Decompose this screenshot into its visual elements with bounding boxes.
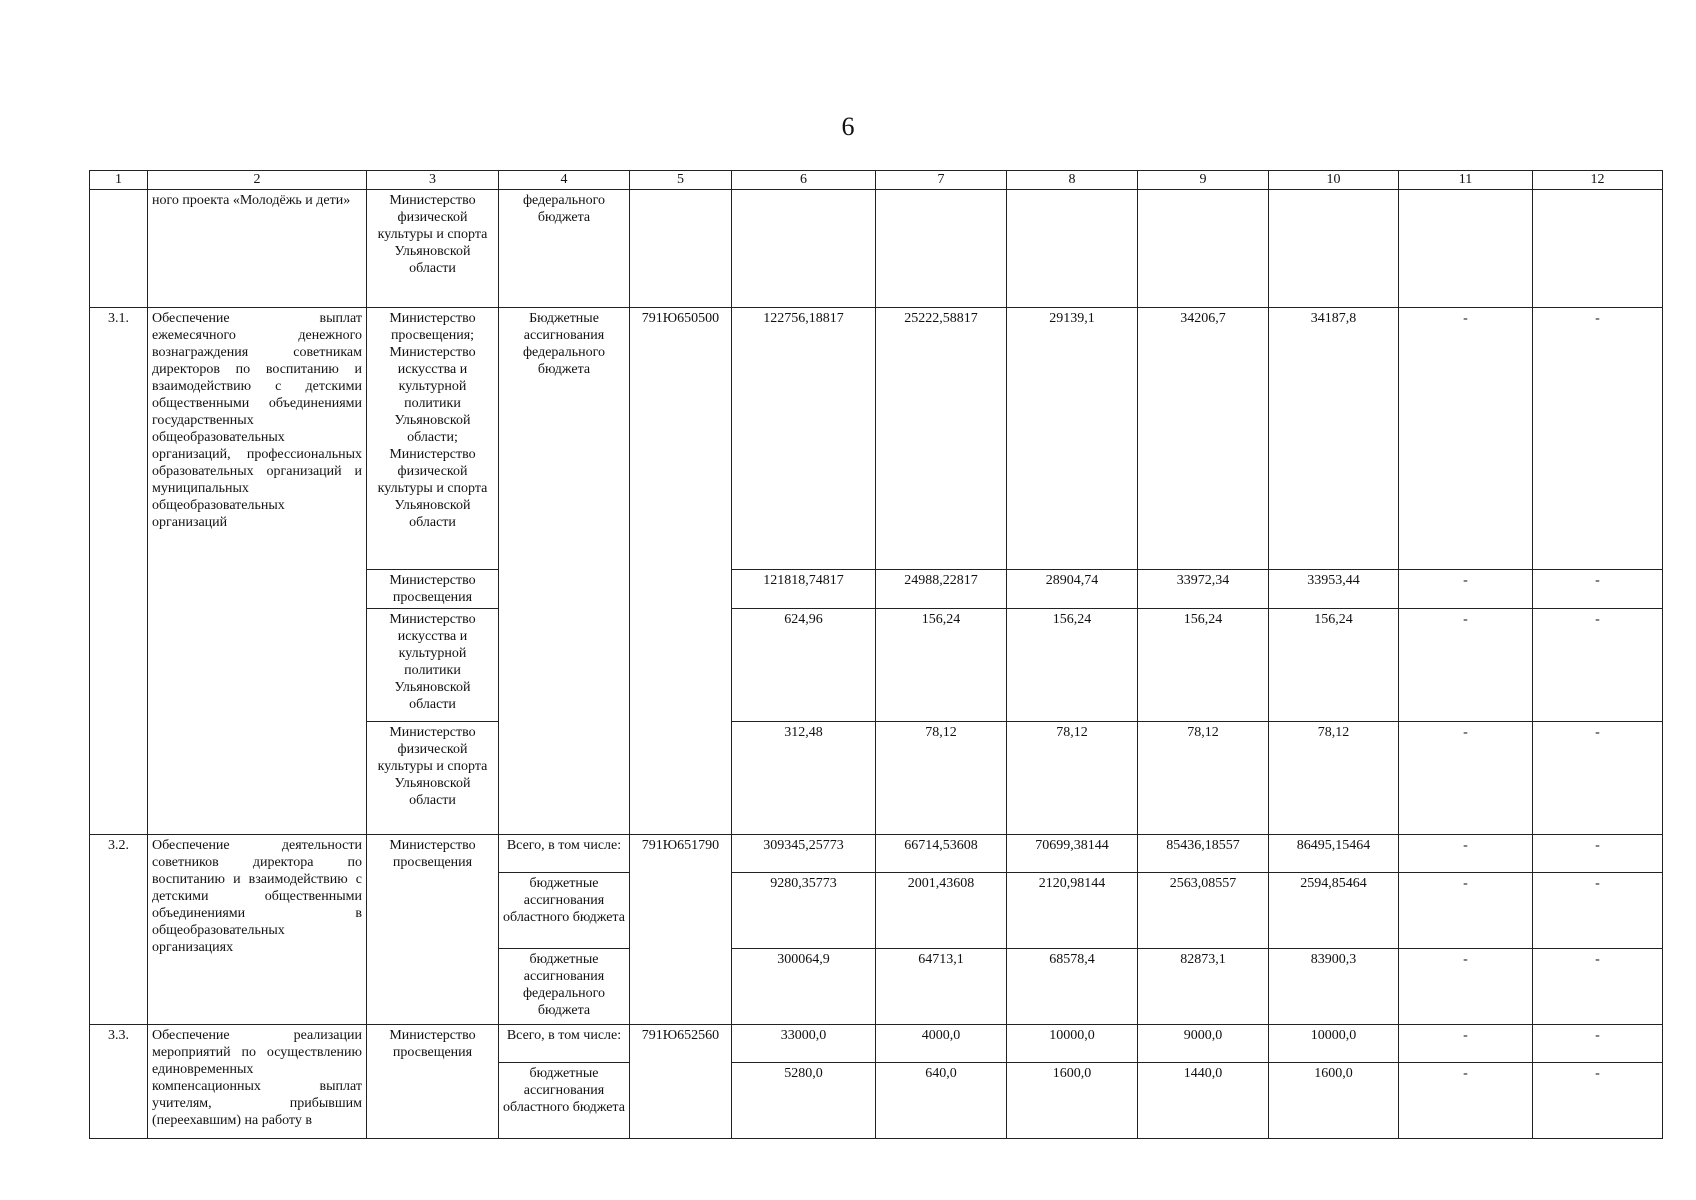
funding-source: федерального бюджета — [499, 190, 630, 308]
executor: Министерство просвещения; Министерство искусства и культурной политики Ульяновской области; Министерство физической культуры и спорта Ульяновской области — [367, 308, 499, 570]
value-cell: 68578,4 — [1007, 949, 1138, 1025]
funding-source: Всего, в том числе: — [499, 835, 630, 873]
funding-source: Всего, в том числе: — [499, 1025, 630, 1063]
value-cell: - — [1399, 1063, 1533, 1139]
column-number-row — [90, 171, 1663, 190]
executor: Министерство просвещения — [367, 1025, 499, 1139]
column-number: 3 — [367, 171, 499, 190]
column-number: 12 — [1533, 171, 1663, 190]
value-cell: 78,12 — [1269, 722, 1399, 835]
value-cell: 33972,34 — [1138, 570, 1269, 609]
value-cell: 33000,0 — [732, 1025, 876, 1063]
value-cell: 624,96 — [732, 609, 876, 722]
funding-source: бюджетные ассигнования областного бюджета — [499, 873, 630, 949]
value-cell: - — [1533, 722, 1663, 835]
value-cell: 2001,43608 — [876, 873, 1007, 949]
value-cell: 86495,15464 — [1269, 835, 1399, 873]
value-cell: 156,24 — [1007, 609, 1138, 722]
value-cell: - — [1399, 949, 1533, 1025]
value-cell: 9280,35773 — [732, 873, 876, 949]
value-cell: - — [1399, 609, 1533, 722]
value-cell: 1440,0 — [1138, 1063, 1269, 1139]
table-row — [90, 1025, 1663, 1063]
value-cell: 156,24 — [1269, 609, 1399, 722]
value-cell: 82873,1 — [1138, 949, 1269, 1025]
budget-table — [89, 170, 1663, 1139]
column-number: 8 — [1007, 171, 1138, 190]
value-cell: - — [1399, 873, 1533, 949]
value-cell: 10000,0 — [1269, 1025, 1399, 1063]
funding-source: бюджетные ассигнования областного бюджета — [499, 1063, 630, 1139]
value-cell: - — [1399, 835, 1533, 873]
value-cell: - — [1399, 308, 1533, 570]
value-cell: 78,12 — [1138, 722, 1269, 835]
value-cell: 2120,98144 — [1007, 873, 1138, 949]
value-cell: - — [1533, 1025, 1663, 1063]
value-cell: 121818,74817 — [732, 570, 876, 609]
column-number: 10 — [1269, 171, 1399, 190]
budget-code: 791Ю651790 — [630, 835, 732, 1025]
activity-name: ного проекта «Молодёжь и дети» — [148, 190, 367, 308]
column-number: 9 — [1138, 171, 1269, 190]
value-cell: 1600,0 — [1007, 1063, 1138, 1139]
table-row — [90, 190, 1663, 308]
value-cell: 2594,85464 — [1269, 873, 1399, 949]
value-cell: 1600,0 — [1269, 1063, 1399, 1139]
executor: Министерство физической культуры и спорта Ульяновской области — [367, 722, 499, 835]
value-cell: 78,12 — [1007, 722, 1138, 835]
value-cell: 156,24 — [876, 609, 1007, 722]
row-number: 3.2. — [90, 835, 148, 1025]
value-cell: 5280,0 — [732, 1063, 876, 1139]
value-cell: 312,48 — [732, 722, 876, 835]
activity-name: Обеспечение деятельности советников директора по воспитанию и взаимодействию с детскими общественными объединениями в общеобразовательных организациях — [148, 835, 367, 1025]
value-cell: 122756,18817 — [732, 308, 876, 570]
table-row — [90, 835, 1663, 873]
column-number: 4 — [499, 171, 630, 190]
value-cell: 156,24 — [1138, 609, 1269, 722]
value-cell: - — [1533, 570, 1663, 609]
value-cell: - — [1533, 308, 1663, 570]
budget-code: 791Ю650500 — [630, 308, 732, 835]
value-cell: - — [1533, 873, 1663, 949]
funding-source: Бюджетные ассигнования федерального бюджета — [499, 308, 630, 835]
activity-name: Обеспечение реализации мероприятий по осуществлению единовременных компенсационных выплат учителям, прибывшим (переехавшим) на работу в — [148, 1025, 367, 1139]
value-cell: - — [1399, 570, 1533, 609]
value-cell: 34187,8 — [1269, 308, 1399, 570]
value-cell: 83900,3 — [1269, 949, 1399, 1025]
row-number: 3.3. — [90, 1025, 148, 1139]
value-cell: 29139,1 — [1007, 308, 1138, 570]
value-cell: - — [1399, 722, 1533, 835]
value-cell: 33953,44 — [1269, 570, 1399, 609]
value-cell: 70699,38144 — [1007, 835, 1138, 873]
value-cell: 300064,9 — [732, 949, 876, 1025]
value-cell: 78,12 — [876, 722, 1007, 835]
column-number: 1 — [90, 171, 148, 190]
value-cell: - — [1399, 1025, 1533, 1063]
budget-code: 791Ю652560 — [630, 1025, 732, 1139]
value-cell: 66714,53608 — [876, 835, 1007, 873]
column-number: 11 — [1399, 171, 1533, 190]
value-cell: 10000,0 — [1007, 1025, 1138, 1063]
value-cell: 64713,1 — [876, 949, 1007, 1025]
value-cell: - — [1533, 835, 1663, 873]
column-number: 7 — [876, 171, 1007, 190]
value-cell: 24988,22817 — [876, 570, 1007, 609]
value-cell: 25222,58817 — [876, 308, 1007, 570]
column-number: 5 — [630, 171, 732, 190]
value-cell: 9000,0 — [1138, 1025, 1269, 1063]
value-cell: 85436,18557 — [1138, 835, 1269, 873]
value-cell: - — [1533, 609, 1663, 722]
value-cell: 640,0 — [876, 1063, 1007, 1139]
value-cell: 309345,25773 — [732, 835, 876, 873]
executor: Министерство просвещения — [367, 570, 499, 609]
row-number: 3.1. — [90, 308, 148, 835]
column-number: 2 — [148, 171, 367, 190]
value-cell: 2563,08557 — [1138, 873, 1269, 949]
funding-source: бюджетные ассигнования федерального бюджета — [499, 949, 630, 1025]
value-cell: 28904,74 — [1007, 570, 1138, 609]
executor: Министерство просвещения — [367, 835, 499, 1025]
executor: Министерство физической культуры и спорта Ульяновской области — [367, 190, 499, 308]
executor: Министерство искусства и культурной политики Ульяновской области — [367, 609, 499, 722]
page-number: 6 — [841, 112, 855, 141]
value-cell: 4000,0 — [876, 1025, 1007, 1063]
activity-name: Обеспечение выплат ежемесячного денежного вознаграждения советникам директоров по воспитанию и взаимодействию с детскими общественными объединениями государственных общеобразовательных организаций, профессиональных образовательных организаций и муниципальных общеобразовательных организаций — [148, 308, 367, 835]
value-cell: 34206,7 — [1138, 308, 1269, 570]
table-row — [90, 308, 1663, 570]
value-cell: - — [1533, 1063, 1663, 1139]
column-number: 6 — [732, 171, 876, 190]
value-cell: - — [1533, 949, 1663, 1025]
